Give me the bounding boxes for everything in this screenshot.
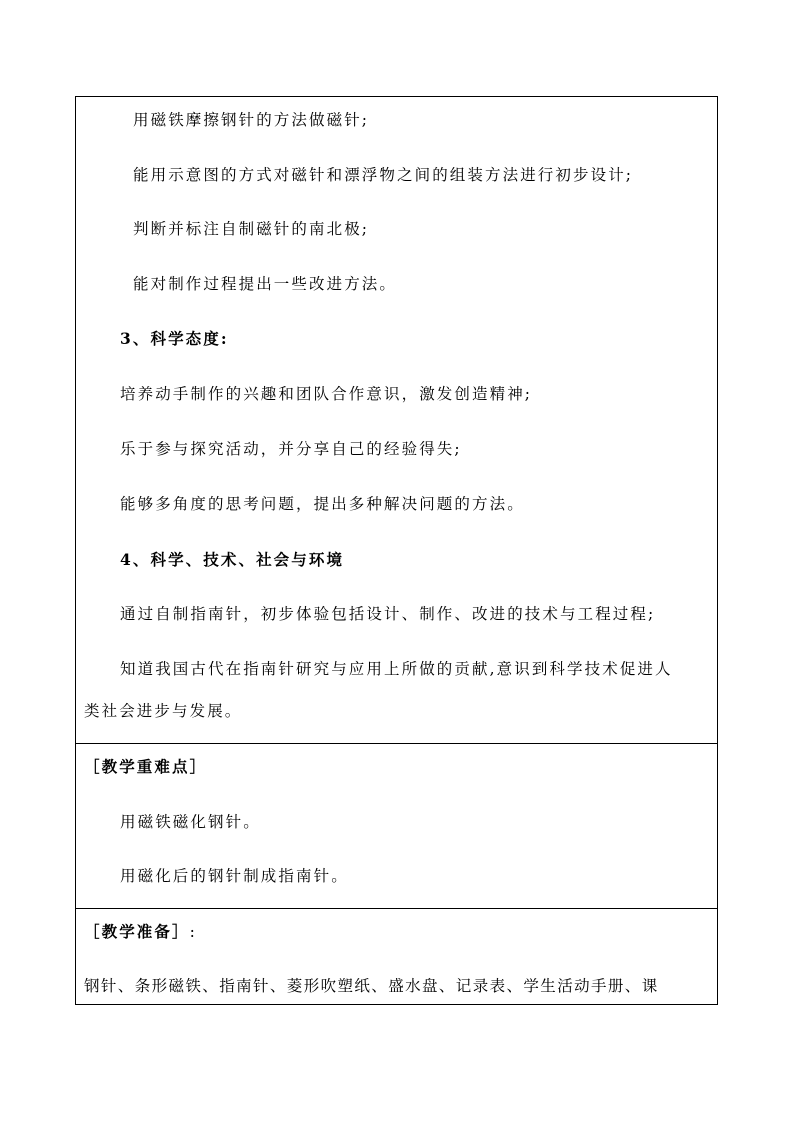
stse-item-2-cont: 类社会进步与发展。: [84, 702, 243, 720]
skill-item-4: 能对制作过程提出一些改进方法。: [133, 275, 398, 293]
preparation-heading-row: [84, 921, 197, 943]
stse-item-2: 知道我国古代在指南针研究与应用上所做的贡献,意识到科学技术促进人: [120, 660, 673, 678]
preparation-heading: ［教学准备］: [84, 922, 190, 941]
attitude-heading: 3、科学态度:: [120, 329, 229, 348]
preparation-content: 钢针、条形磁铁、指南针、菱形吹塑纸、盛水盘、记录表、学生活动手册、课: [84, 977, 659, 995]
stse-item-1: 通过自制指南针，初步体验包括设计、制作、改进的技术与工程过程;: [120, 605, 656, 623]
lesson-plan-table: [75, 96, 718, 1005]
row-divider: [76, 908, 717, 909]
preparation-heading-suffix: :: [189, 923, 197, 941]
attitude-item-3: 能够多角度的思考问题，提出多种解决问题的方法。: [120, 495, 525, 513]
key-point-2: 用磁化后的钢针制成指南针。: [120, 867, 349, 885]
skill-item-1: 用磁铁摩擦钢针的方法做磁针;: [133, 111, 370, 129]
skill-item-2: 能用示意图的方式对磁针和漂浮物之间的组装方法进行初步设计;: [133, 166, 634, 184]
skill-item-3: 判断并标注自制磁针的南北极;: [133, 220, 370, 238]
key-points-heading: ［教学重难点］: [84, 757, 208, 776]
attitude-item-2: 乐于参与探究活动，并分享自己的经验得失;: [120, 440, 462, 458]
stse-heading: 4、科学、技术、社会与环境: [120, 550, 345, 569]
key-point-1: 用磁铁磁化钢针。: [120, 813, 261, 831]
row-divider: [76, 743, 717, 744]
attitude-item-1: 培养动手制作的兴趣和团队合作意识，激发创造精神;: [120, 385, 533, 403]
